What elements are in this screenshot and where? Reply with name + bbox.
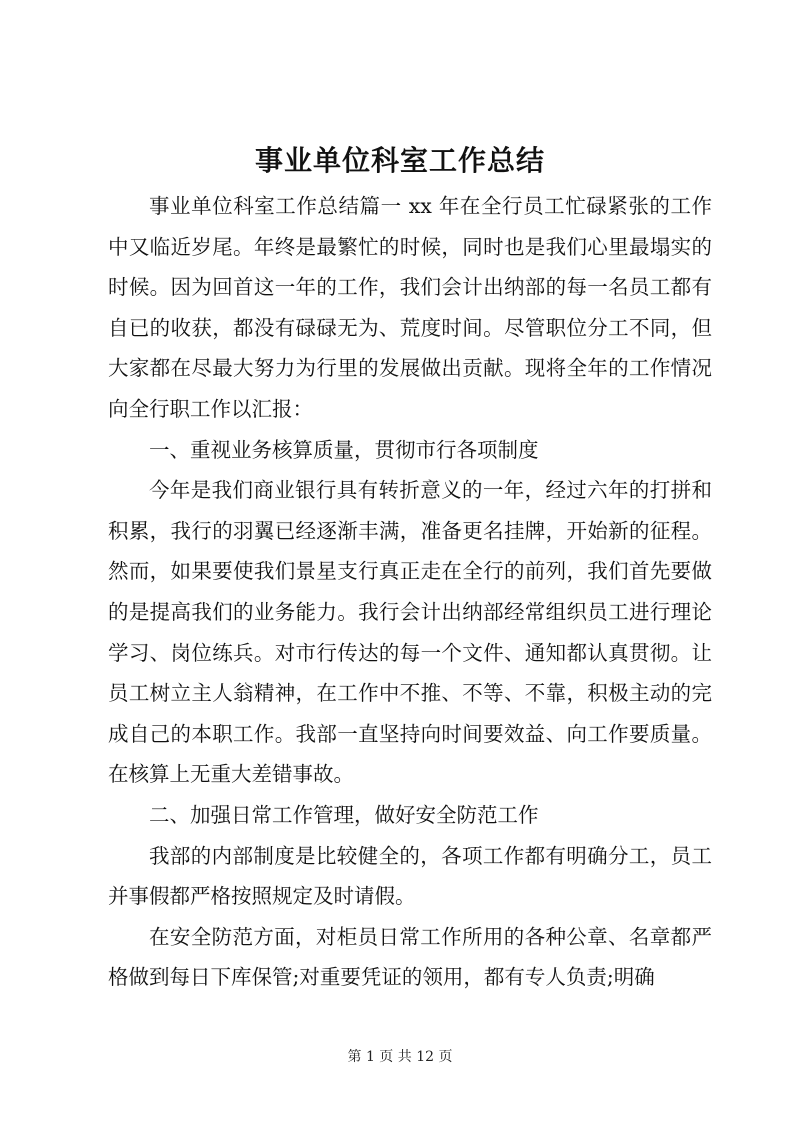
document-body — [108, 186, 712, 998]
section-heading-1: 一、重视业务核算质量，贯彻市行各项制度 — [149, 437, 539, 462]
document-title: 事业单位科室工作总结 — [254, 144, 545, 177]
paragraph-section-1: 今年是我们商业银行具有转折意义的一年，经过六年的打拼和积累，我行的羽翼已经逐渐丰满，准备更名挂牌，开始新的征程。然而，如果要使我们景星支行真正走在全行的前列，我们首先要做的是提高我们的业务能力。我行会计出纳部经常组织员工进行理论学习、岗位练兵。对市行传达的每一个文件、通知都认真贯彻。让员工树立主人翁精神，在工作中不推、不等、不靠，积极主动的完成自己的本职工作。我部一直坚持向时间要效益、向工作要质量。在核算上无重大差错事故。 — [108, 478, 712, 787]
page-footer: 第 1 页 共 12 页 — [347, 1049, 453, 1065]
paragraph-internal-rules: 我部的内部制度是比较健全的，各项工作都有明确分工，员工并事假都严格按照规定及时请假。 — [108, 843, 712, 909]
paragraph-intro: 事业单位科室工作总结篇一 xx 年在全行员工忙碌紧张的工作中又临近岁尾。年终是最繁忙的时候，同时也是我们心里最塌实的时候。因为回首这一年的工作，我们会计出纳部的每一名员工都有自已的收获，都没有碌碌无为、荒度时间。尽管职位分工不同，但大家都在尽最大努力为行里的发展做出贡献。现将全年的工作情况向全行职工作以汇报： — [108, 194, 712, 421]
section-heading-2: 二、加强日常工作管理，做好安全防范工作 — [149, 802, 539, 827]
paragraph-security: 在安全防范方面，对柜员日常工作所用的各种公章、名章都严格做到每日下库保管;对重要凭证的领用，都有专人负责;明确 — [108, 924, 712, 990]
